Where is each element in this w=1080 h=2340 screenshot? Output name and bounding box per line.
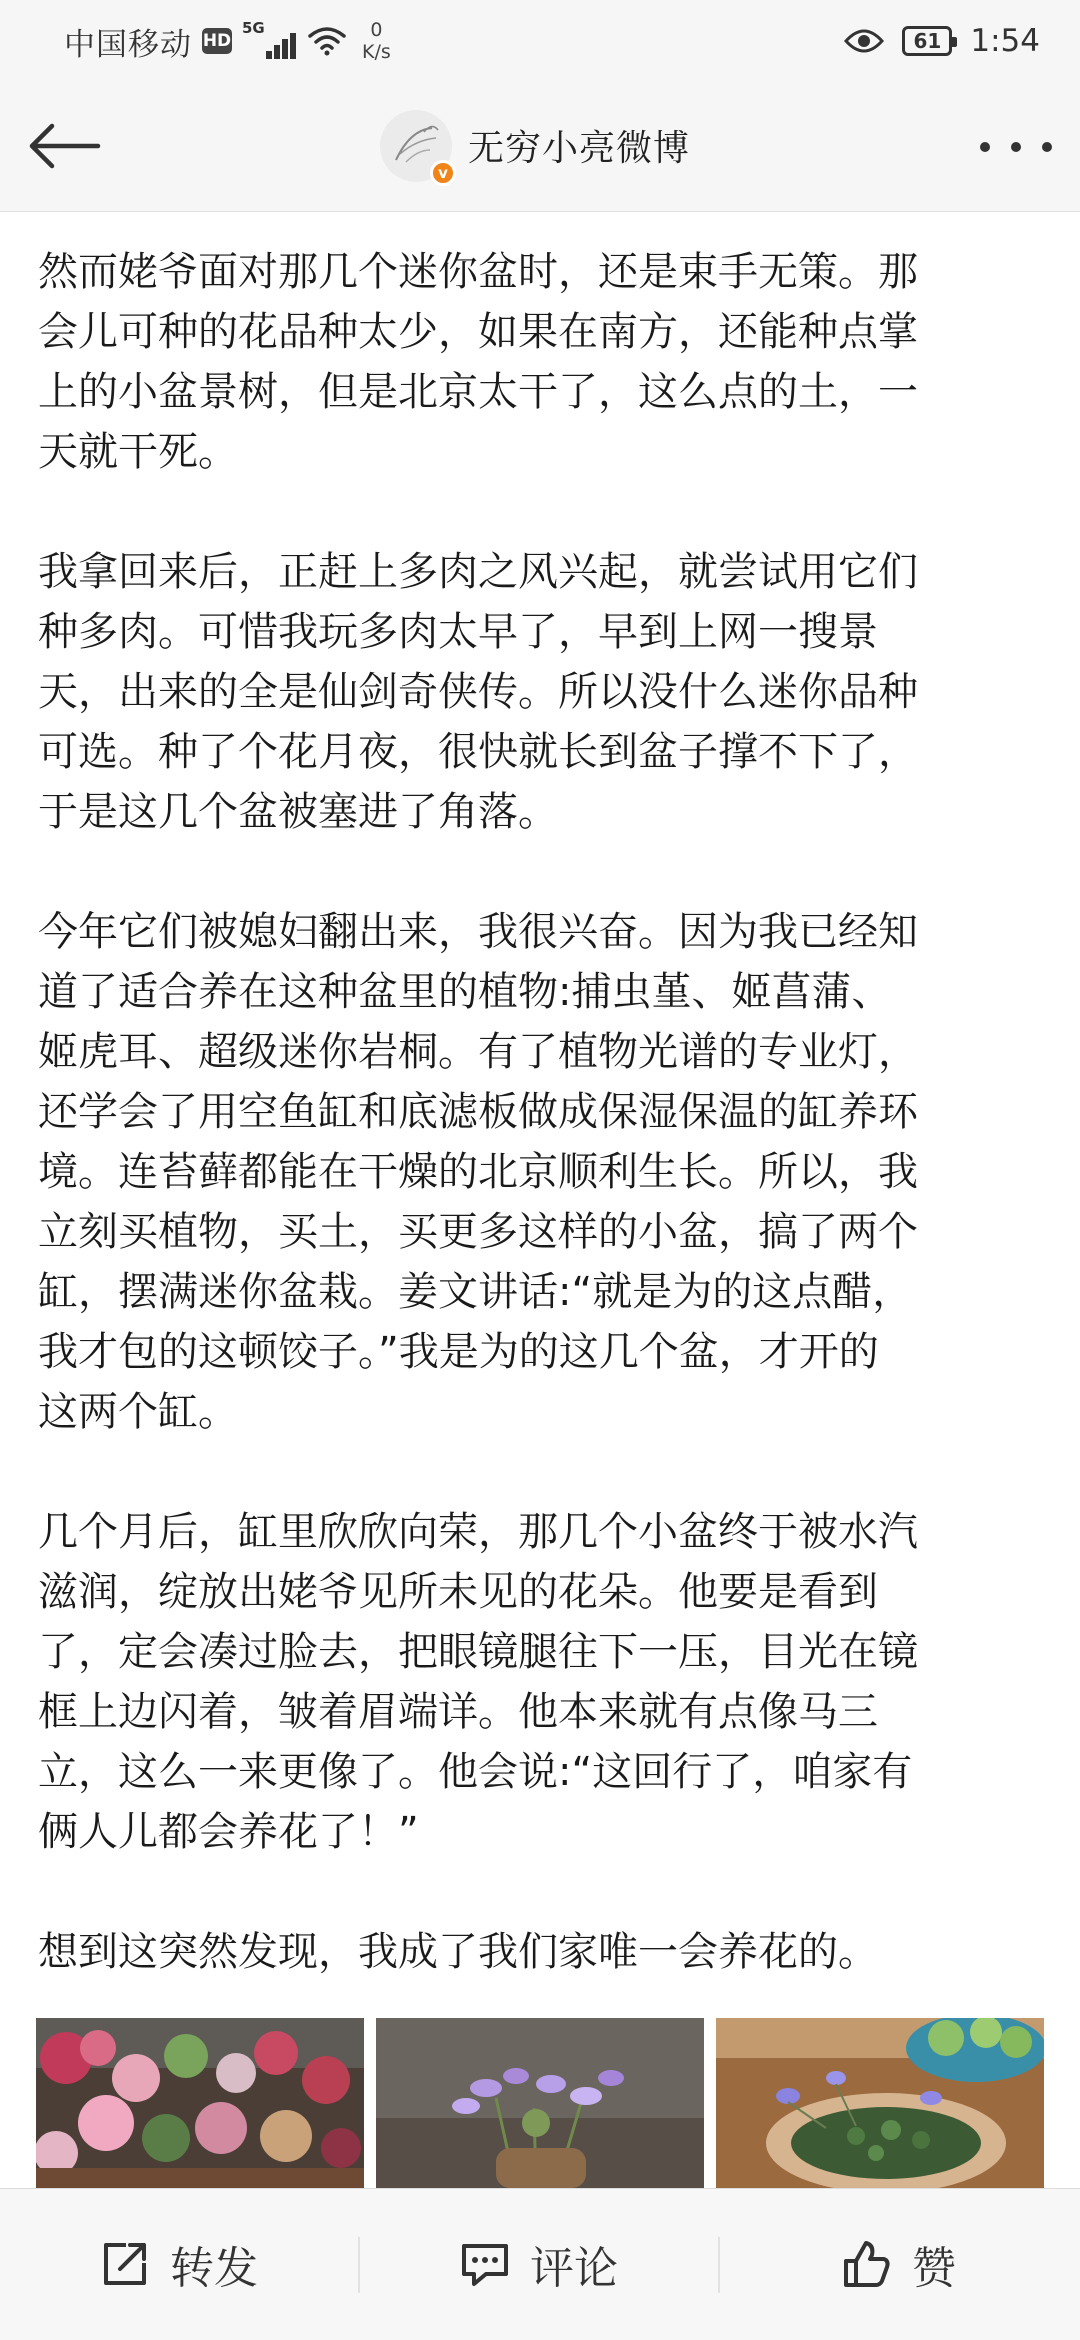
repost-button[interactable] bbox=[0, 2189, 358, 2339]
carrier-name: 中国移动 bbox=[64, 26, 192, 63]
post-paragraph bbox=[38, 902, 1048, 1442]
status-bar bbox=[0, 0, 1080, 80]
thumbs-up-icon bbox=[842, 2239, 892, 2289]
like-label: 赞 bbox=[912, 2243, 956, 2294]
text-line: 天就干死。 bbox=[38, 429, 238, 475]
text-line: 几个月后，缸里欣欣向荣，那几个小盆终于被水汽 bbox=[38, 1509, 918, 1555]
text-line: 姬虎耳、超级迷你岩桐。有了植物光谱的专业灯， bbox=[38, 1029, 918, 1075]
top-nav-bar bbox=[0, 80, 1080, 212]
text-line: 俩人儿都会养花了！” bbox=[38, 1809, 419, 1855]
battery-icon bbox=[902, 26, 952, 56]
text-line: 框上边闪着，皱着眉端详。他本来就有点像马三 bbox=[38, 1689, 878, 1735]
author-avatar[interactable] bbox=[380, 110, 452, 182]
post-image-2[interactable] bbox=[376, 2018, 704, 2188]
post-paragraph bbox=[38, 1502, 1048, 1862]
network-speed-value: 0 bbox=[370, 19, 383, 41]
text-line: 滋润，绽放出姥爷见所未见的花朵。他要是看到 bbox=[38, 1569, 878, 1615]
comment-icon bbox=[460, 2240, 510, 2288]
text-line: 于是这几个盆被塞进了角落。 bbox=[38, 789, 558, 835]
text-line: 上的小盆景树，但是北京太干了，这么点的土，一 bbox=[38, 369, 918, 415]
text-line: 境。连苔藓都能在干燥的北京顺利生长。所以，我 bbox=[38, 1149, 918, 1195]
text-line: 我拿回来后，正赶上多肉之风兴起，就尝试用它们 bbox=[38, 549, 918, 595]
text-line: 我才包的这顿饺子。”我是为的这几个盆，才开的 bbox=[38, 1329, 879, 1375]
post-image-1[interactable] bbox=[36, 2018, 364, 2188]
post-paragraph bbox=[38, 242, 1048, 482]
post-image-3[interactable] bbox=[716, 2018, 1044, 2188]
battery-level: 61 bbox=[913, 29, 942, 53]
text-line: 了，定会凑过脸去，把眼镜腿往下一压，目光在镜 bbox=[38, 1629, 918, 1675]
post-paragraph bbox=[38, 1922, 1048, 1982]
text-line: 道了适合养在这种盆里的植物:捕虫堇、姬菖蒲、 bbox=[38, 969, 892, 1015]
comment-label: 评论 bbox=[530, 2243, 618, 2294]
verified-badge: v bbox=[430, 160, 456, 186]
clock: 1:54 bbox=[970, 23, 1040, 59]
text-line: 这两个缸。 bbox=[38, 1389, 238, 1435]
post-content bbox=[38, 242, 1048, 1982]
moss-bowl-photo bbox=[716, 2018, 1044, 2188]
potted-flowers-photo bbox=[36, 2018, 364, 2188]
signal-icon bbox=[242, 21, 298, 61]
back-arrow-icon bbox=[26, 122, 102, 170]
eye-icon bbox=[844, 27, 884, 55]
back-button[interactable] bbox=[24, 108, 104, 184]
text-line: 今年它们被媳妇翻出来，我很兴奋。因为我已经知 bbox=[38, 909, 918, 955]
page-title[interactable]: 无穷小亮微博 bbox=[468, 128, 691, 169]
purple-flower-photo bbox=[376, 2018, 704, 2188]
image-grid bbox=[36, 2018, 1044, 2188]
text-line: 种多肉。可惜我玩多肉太早了，早到上网一搜景 bbox=[38, 609, 878, 655]
comment-button[interactable] bbox=[360, 2189, 718, 2339]
like-button[interactable] bbox=[720, 2189, 1078, 2339]
more-dot-icon bbox=[1011, 142, 1021, 152]
wifi-icon bbox=[308, 26, 346, 56]
text-line: 会儿可种的花品种太少，如果在南方，还能种点掌 bbox=[38, 309, 918, 355]
text-line: 还学会了用空鱼缸和底滤板做成保湿保温的缸养环 bbox=[38, 1089, 918, 1135]
text-line: 立，这么一来更像了。他会说:“这回行了，咱家有 bbox=[38, 1749, 913, 1795]
text-line: 缸，摆满迷你盆栽。姜文讲话:“就是为的这点醋， bbox=[38, 1269, 913, 1315]
more-dot-icon bbox=[1042, 142, 1052, 152]
more-dot-icon bbox=[980, 142, 990, 152]
text-line: 想到这突然发现，我成了我们家唯一会养花的。 bbox=[38, 1929, 878, 1975]
hd-badge: HD bbox=[202, 28, 232, 54]
text-line: 可选。种了个花月夜，很快就长到盆子撑不下了， bbox=[38, 729, 918, 775]
post-paragraph bbox=[38, 542, 1048, 842]
network-speed-unit: K/s bbox=[362, 41, 391, 63]
text-line: 天，出来的全是仙剑奇侠传。所以没什么迷你品种 bbox=[38, 669, 918, 715]
signal-label: 5G bbox=[242, 19, 265, 37]
network-speed bbox=[362, 19, 391, 63]
more-options-button[interactable] bbox=[980, 130, 1052, 164]
status-left bbox=[64, 18, 391, 64]
text-line: 立刻买植物，买土，买更多这样的小盆，搞了两个 bbox=[38, 1209, 918, 1255]
status-right bbox=[844, 18, 1040, 64]
share-icon bbox=[100, 2239, 150, 2289]
bottom-action-bar bbox=[0, 2188, 1080, 2340]
repost-label: 转发 bbox=[170, 2243, 258, 2294]
text-line: 然而姥爷面对那几个迷你盆时，还是束手无策。那 bbox=[38, 249, 918, 295]
